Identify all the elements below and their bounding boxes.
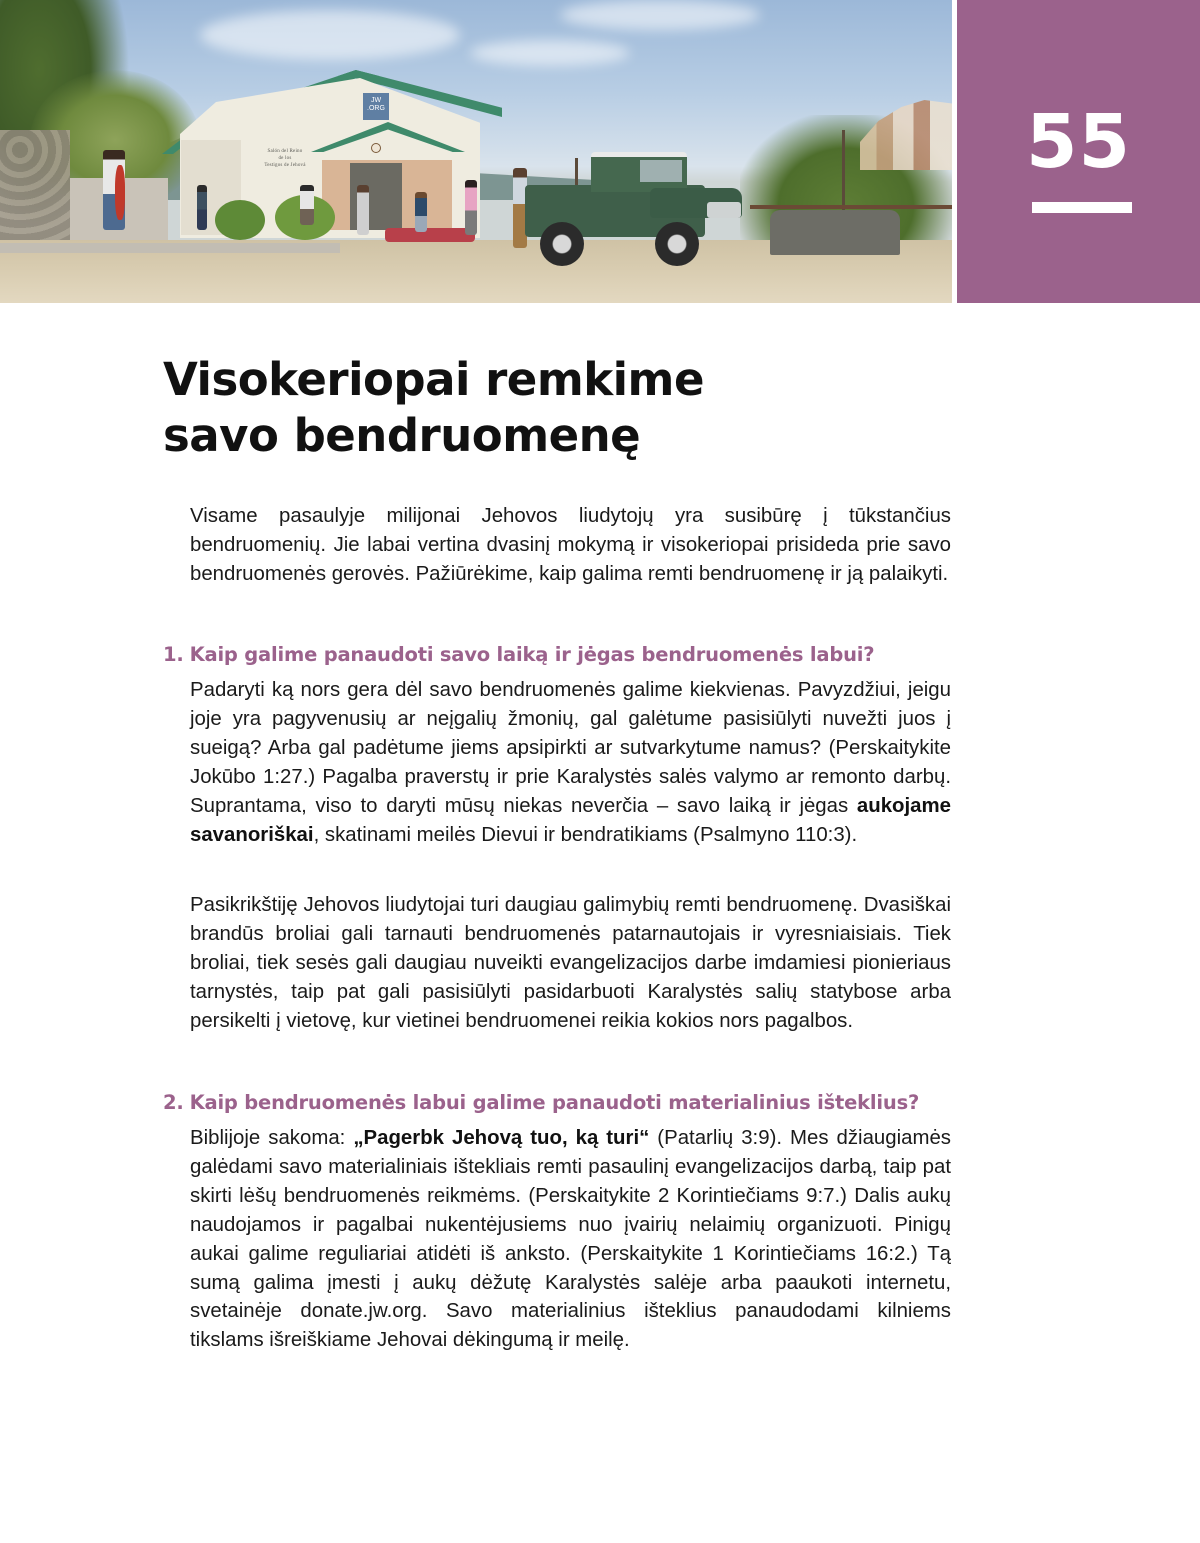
truck-wheel — [540, 222, 584, 266]
logo-line: .ORG — [367, 105, 385, 112]
clock-icon — [371, 143, 381, 153]
wooden-fence — [750, 205, 952, 209]
question-text: Kaip bendruomenės labui galime panaudoti materialinius išteklius? — [189, 1091, 920, 1114]
question-text: Kaip galime panaudoti savo laiką ir jėgas bendruomenės labui? — [189, 643, 875, 666]
emphasis-quote: „Pagerbk Jehovą tuo, ką turi“ — [353, 1127, 650, 1149]
title-line: Visokeriopai remkime — [163, 353, 704, 406]
hillside-houses — [860, 100, 952, 170]
page-title — [163, 352, 863, 464]
cloud — [560, 0, 760, 30]
chapter-badge — [957, 0, 1200, 303]
cloud — [200, 10, 460, 60]
paragraph — [190, 1124, 951, 1355]
text-run: Padaryti ką nors gera dėl savo bendruomenės galime kiekvienas. Pavyzdžiui, jeigu joje yra pagyvenusių ar neįgalių žmonių, gal galėtume pasisiūlyti nuvežti juos į sueigą? Arba gal padėtume jiems apsipirkti ar sutvarkytume namus? (Perskaitykite Jokūbo 1:27.) Pagalba praverstų ir prie Karalystės salės valymo ar remonto darbų. Suprantama, viso to daryti mūsų niekas neverčia – savo laiką ir jėgas — [190, 679, 951, 817]
girl — [465, 180, 477, 235]
stone-fence — [770, 210, 900, 255]
question-number: 2. — [163, 1091, 184, 1114]
paragraph: Pasikrikštiję Jehovos liudytojai turi daugiau galimybių remti bendruomenę. Dvasiškai brandūs broliai gali tarnauti bendruomenės patarnautojais ir vyresniaisiais. Tiek broliai, tiek sesės gali daugiau nuveikti evangelizacijos darbe imdamiesi pionieriaus tarnystės, taip pat gali pasisiūlyti pasidarbuoti Karalystės salių statybose arba persikelti į vietovę, kur vietinei bendruomenei reikia kokios nors pagalbos. — [190, 894, 951, 1032]
utility-pole — [842, 130, 845, 210]
truck-grille — [707, 202, 741, 218]
answer-paragraph — [190, 1124, 951, 1355]
shrub — [215, 200, 265, 240]
sign-line: de los — [278, 156, 292, 161]
text-run: (Patarlių 3:9). Mes džiaugiamės galėdami savo materialiniais ištekliais remti pasaulinį evangelizacijos darbą, taip pat skirti lėšų bendruomenės reikmėms. (Perskaitykite 2 Korintiečiams 9:7.) Dalis aukų naudojamos ir pagalbai nukentėjusiems nuo įvairių nelaimių organizuoti. Pinigų aukai galime reguliariai atidėti iš anksto. (Perskaitykite 1 Korintiečiams 16:2.) Tą sumą galima įmesti į aukų dėžutę Karalystės salėje arba paaukoti internetu, svetainėje donate.jw.org. Savo materialinius išteklius panaudodami kilniems tikslams išreiškiame Jehovai dėkingumą ir meilę. — [190, 1127, 952, 1352]
section-question-2 — [163, 1089, 963, 1117]
intro-paragraph: Visame pasaulyje milijonai Jehovos liudytojų yra susibūrę į tūkstančius bendruomenių. Jie labai vertina dvasinį mokymą ir visokeriopai prisideda prie savo bendruomenės gerovės. Pažiūrėkime, kaip galima remti bendruomenę ir ją palaikyti. — [190, 505, 951, 585]
flower-bed — [385, 228, 475, 242]
logo-line: JW — [370, 97, 382, 104]
stone-wall — [0, 130, 70, 250]
hall-sign — [250, 148, 320, 169]
person — [197, 185, 207, 230]
chapter-underline — [1032, 202, 1132, 213]
sign-line: Salón del Reino — [267, 149, 303, 154]
cloud — [470, 40, 630, 66]
truck-window — [640, 160, 682, 182]
answer-paragraph — [190, 676, 951, 849]
person — [300, 185, 314, 225]
question-number: 1. — [163, 643, 184, 666]
paragraph — [190, 676, 951, 849]
person-mopping — [357, 185, 369, 235]
sign-line: Testigos de Jehová — [264, 163, 306, 168]
jw-org-logo — [363, 93, 389, 120]
red-hose — [115, 165, 125, 220]
section-question-1 — [163, 641, 963, 669]
text-run: , skatinami meilės Dievui ir bendratikiams (Psalmyno 110:3). — [313, 823, 858, 846]
text-run: Biblijoje sakoma: — [190, 1127, 354, 1149]
truck-wheel — [655, 222, 699, 266]
person — [415, 192, 427, 232]
title-line: savo bendruomenę — [163, 409, 641, 462]
walkway — [0, 243, 340, 253]
answer-paragraph — [190, 891, 951, 1036]
chapter-number: 55 — [1026, 99, 1131, 185]
emphasis: aukojame savanoriškai — [190, 794, 951, 846]
hero-photo — [0, 0, 952, 303]
